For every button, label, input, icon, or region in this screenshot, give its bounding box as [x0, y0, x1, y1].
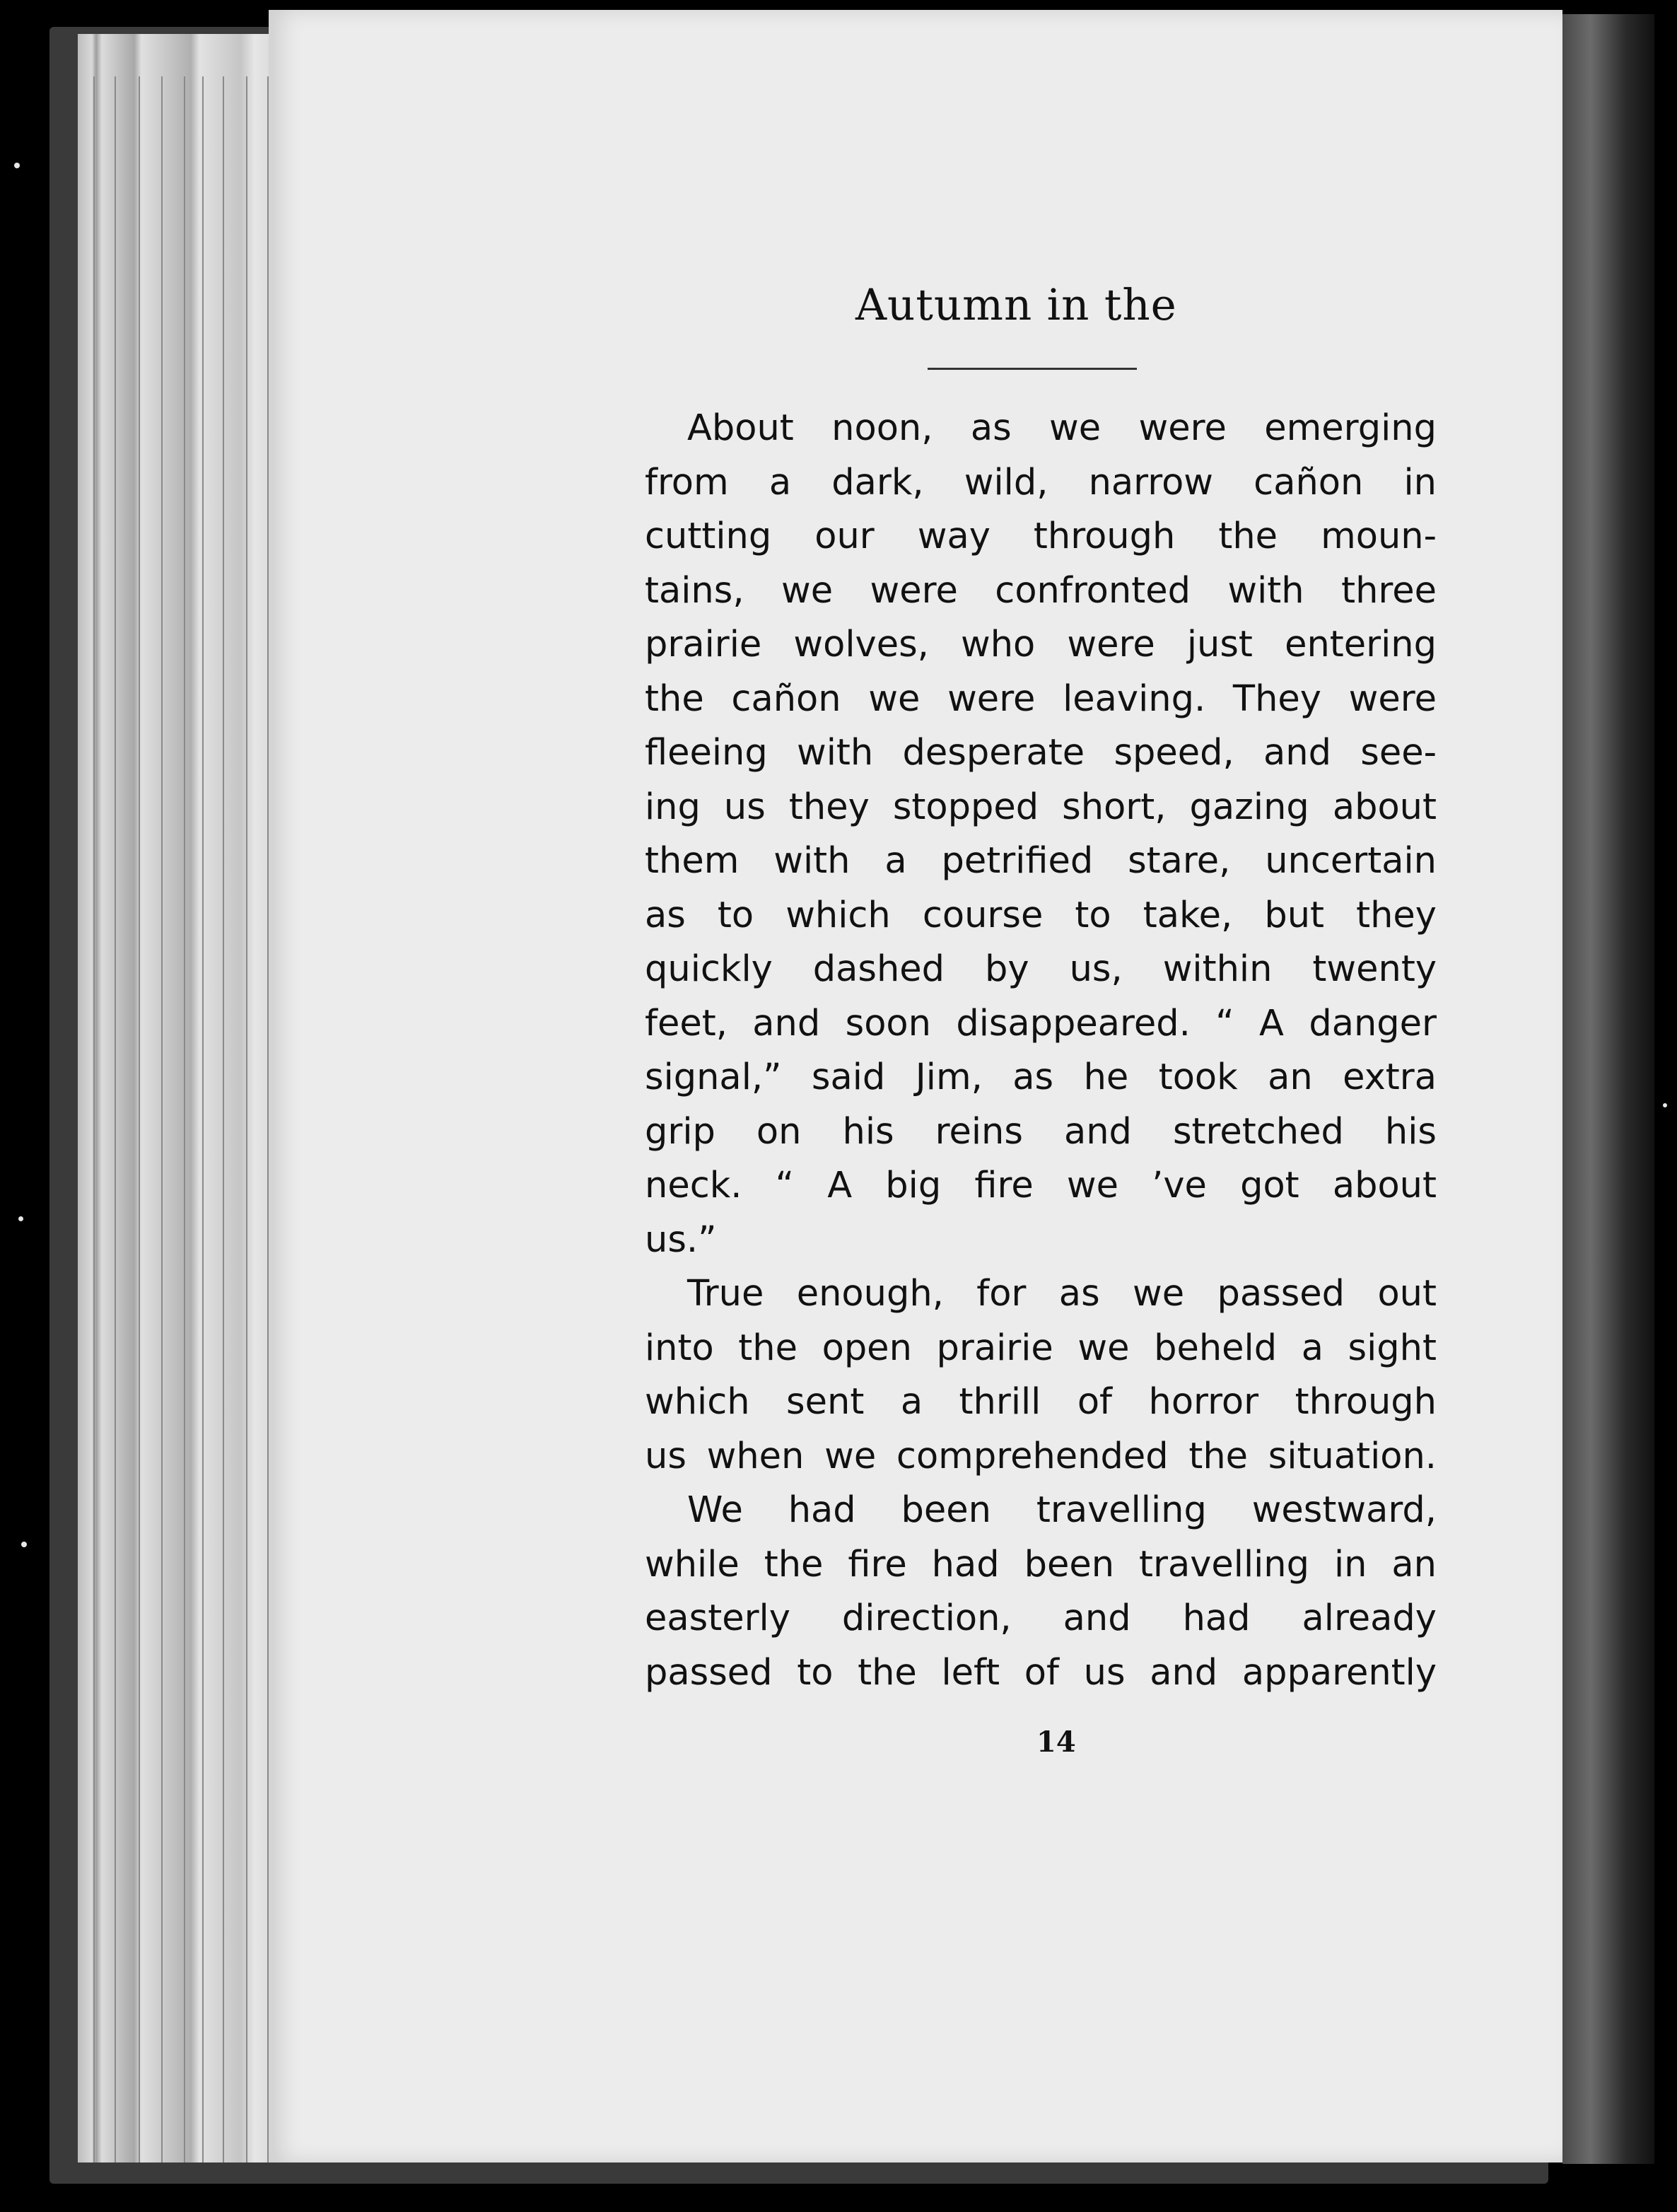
scan-speck	[14, 163, 20, 168]
text-line: passed to the left of us and apparently	[645, 1651, 1437, 1694]
text-line: feet, and soon disappeared. “ A danger	[645, 1002, 1437, 1044]
running-head: Autumn in the	[855, 280, 1177, 330]
text-line: neck. “ A big fire we ’ve got about	[645, 1165, 1437, 1206]
text-line: while the fire had been travelling in an	[645, 1543, 1437, 1585]
text-line: fleeing with desperate speed, and see-	[645, 732, 1437, 774]
text-line: into the open prairie we beheld a sight	[645, 1327, 1437, 1369]
page-edge-line	[139, 76, 140, 2162]
text-line: which sent a thrill of horror through	[645, 1381, 1437, 1423]
page-edge-line	[93, 76, 95, 2162]
page-edge-line	[115, 76, 116, 2162]
text-line: True enough, for as we passed out	[687, 1273, 1437, 1315]
page-gutter-shadow	[1562, 14, 1654, 2164]
text-line: We had been travelling westward,	[687, 1489, 1437, 1531]
text-line: as to which course to take, but they	[645, 894, 1437, 936]
body-text	[645, 402, 1437, 1700]
text-line: quickly dashed by us, within twenty	[645, 948, 1437, 990]
text-line: signal,” said Jim, as he took an extra	[645, 1056, 1437, 1098]
page-edge-line	[246, 76, 247, 2162]
paragraph	[645, 1484, 1437, 1700]
text-line: us.”	[645, 1218, 717, 1261]
scan-speck	[21, 1542, 27, 1547]
text-line: cutting our way through the moun-	[645, 516, 1437, 557]
page-number: 14	[1036, 1725, 1076, 1759]
text-line: them with a petrified stare, uncertain	[645, 840, 1437, 882]
text-line: from a dark, wild, narrow cañon in	[645, 461, 1437, 503]
page-edge-line	[161, 76, 163, 2162]
page-edge-line	[223, 76, 224, 2162]
text-line: grip on his reins and stretched his	[645, 1110, 1437, 1153]
paragraph	[645, 402, 1437, 1267]
page-edge-line	[184, 76, 185, 2162]
paragraph	[645, 1267, 1437, 1484]
text-line: ing us they stopped short, gazing about	[645, 786, 1437, 828]
text-line: prairie wolves, who were just entering	[645, 624, 1437, 665]
page-edge-line	[202, 76, 204, 2162]
text-line: easterly direction, and had already	[645, 1597, 1437, 1639]
text-line: tains, we were confronted with three	[645, 569, 1437, 612]
text-line: the cañon we were leaving. They were	[645, 677, 1437, 720]
header-rule	[928, 368, 1137, 370]
text-line: us when we comprehended the situation.	[645, 1435, 1437, 1477]
scan-speck	[18, 1216, 23, 1221]
text-line: About noon, as we were emerging	[687, 407, 1437, 449]
scan-speck	[1663, 1103, 1667, 1107]
